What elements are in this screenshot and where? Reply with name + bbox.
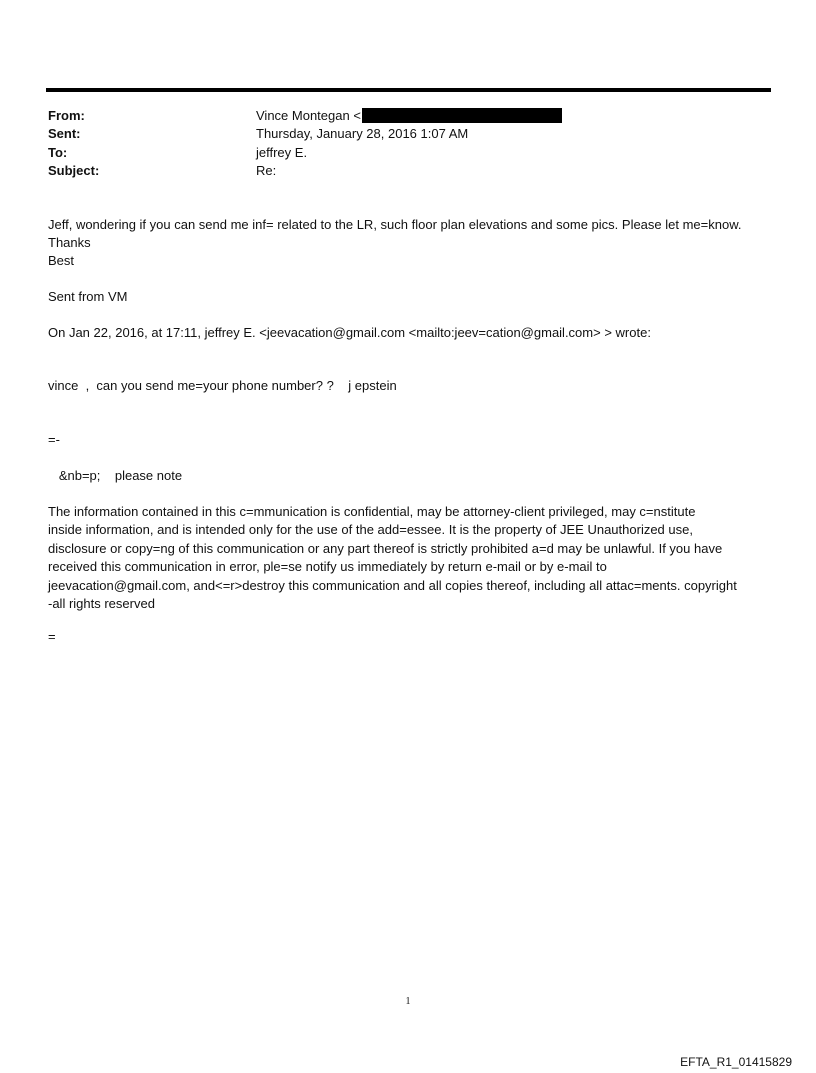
- subject-label: Subject:: [48, 163, 100, 178]
- quoted-message: vince , can you send me=your phone number? ? j epstein: [48, 378, 397, 393]
- body-line-3: Best: [48, 253, 75, 268]
- sent-label: Sent:: [48, 126, 81, 141]
- disclaimer-line: The information contained in this c=mmunication is confidential, may be attorney-client privileged, may c=nstitute: [48, 504, 696, 519]
- from-value: [256, 107, 562, 125]
- page-number: 1: [405, 996, 411, 1007]
- body-line-1: Jeff, wondering if you can send me inf= related to the LR, such floor plan elevations and some pics. Please let me=know.: [48, 217, 742, 232]
- disclaimer: [48, 503, 773, 613]
- sent-value: Thursday, January 28, 2016 1:07 AM: [256, 126, 469, 141]
- signoff: Sent from VM: [48, 289, 128, 304]
- from-name: Vince Montegan <: [256, 108, 361, 123]
- disclaimer-line: inside information, and is intended only for the use of the add=essee. It is the property of JEE Unauthorized use,: [48, 522, 693, 538]
- separator-1: =-: [48, 432, 60, 447]
- document-id: EFTA_R1_01415829: [680, 1055, 792, 1069]
- disclaimer-line: -all rights reserved: [48, 596, 155, 612]
- subject-value: Re:: [256, 163, 277, 178]
- quote-intro: On Jan 22, 2016, at 17:11, jeffrey E. <jeevacation@gmail.com <mailto:jeev=cation@gmail.com> > wrote:: [48, 325, 651, 340]
- disclaimer-line: received this communication in error, ple=se notify us immediately by return e-mail or by e-mail to: [48, 559, 607, 575]
- separator-2: =: [48, 629, 56, 644]
- disclaimer-line: disclosure or copy=ng of this communication or any part thereof is strictly prohibited a=d may be unlawful. If you have: [48, 540, 723, 556]
- header-rule: [46, 88, 771, 92]
- please-note: &nb=p; please note: [48, 468, 183, 483]
- redaction-block: [362, 108, 562, 123]
- to-label: To:: [48, 145, 68, 160]
- disclaimer-line: jeevacation@gmail.com, and<=r>destroy this communication and all copies thereof, including all attac=ments. copyright: [48, 577, 737, 593]
- body-line-2: Thanks: [48, 235, 91, 250]
- from-label: From:: [48, 108, 85, 123]
- to-value: jeffrey E.: [256, 145, 308, 160]
